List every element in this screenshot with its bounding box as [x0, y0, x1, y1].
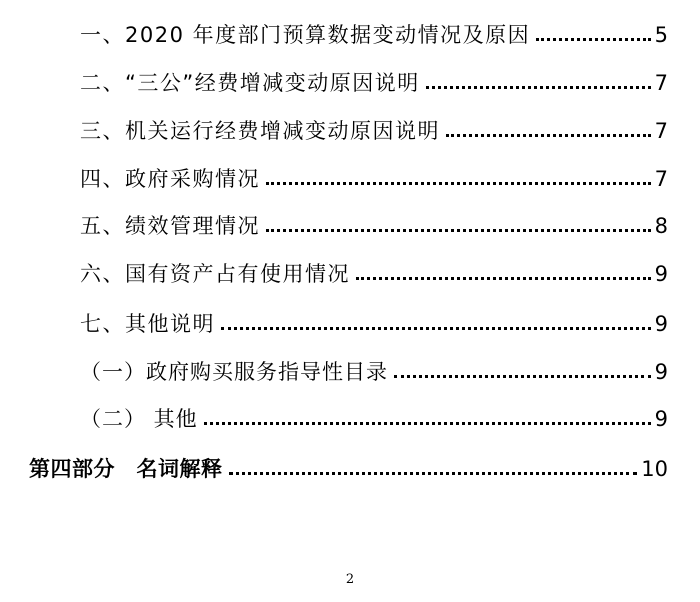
- toc-entry[interactable]: [80, 251, 668, 287]
- dot-leader: [356, 277, 651, 280]
- toc-part-page: 10: [641, 457, 668, 481]
- toc-entry-page: 9: [654, 262, 668, 286]
- toc-part-entry[interactable]: [29, 446, 668, 482]
- toc-entry[interactable]: [80, 156, 668, 192]
- toc-entry-label: 五、绩效管理情况: [80, 214, 260, 238]
- toc-entry[interactable]: [80, 108, 668, 144]
- toc-entry[interactable]: [80, 60, 668, 96]
- toc-entry-page: 7: [654, 71, 668, 95]
- toc-entry[interactable]: [80, 203, 668, 239]
- toc-subentry[interactable]: [80, 396, 668, 432]
- toc-subentry[interactable]: [80, 349, 668, 385]
- toc-entry-page: 8: [654, 214, 668, 238]
- toc-entry[interactable]: [80, 12, 668, 48]
- toc-entry[interactable]: [80, 301, 668, 337]
- dot-leader: [266, 182, 651, 185]
- toc-subentry-page: 9: [654, 360, 668, 384]
- dot-leader: [266, 229, 651, 232]
- dot-leader: [536, 38, 651, 41]
- dot-leader: [446, 134, 651, 137]
- toc-entry-label: 一、2020 年度部门预算数据变动情况及原因: [80, 23, 531, 47]
- toc-entry-page: 7: [654, 167, 668, 191]
- toc-subentry-label: （二） 其他: [80, 407, 198, 431]
- toc-entry-label: 二、“三公”经费增减变动原因说明: [80, 71, 420, 95]
- toc-subentry-label: （一）政府购买服务指导性目录: [80, 360, 388, 384]
- toc-subentry-page: 9: [654, 407, 668, 431]
- toc-entry-label: 六、国有资产占有使用情况: [80, 262, 350, 286]
- toc-entry-page: 5: [654, 23, 668, 47]
- toc-part-label: 第四部分 名词解释: [29, 457, 223, 481]
- dot-leader: [426, 86, 651, 89]
- dot-leader: [204, 422, 651, 425]
- dot-leader: [221, 327, 651, 330]
- toc-entry-page: 7: [654, 119, 668, 143]
- dot-leader: [229, 472, 638, 475]
- toc-entry-label: 七、其他说明: [80, 312, 215, 336]
- page-number: 2: [345, 572, 355, 587]
- dot-leader: [394, 375, 651, 378]
- toc-entry-page: 9: [654, 312, 668, 336]
- toc-entry-label: 三、机关运行经费增减变动原因说明: [80, 119, 440, 143]
- toc-entry-label: 四、政府采购情况: [80, 167, 260, 191]
